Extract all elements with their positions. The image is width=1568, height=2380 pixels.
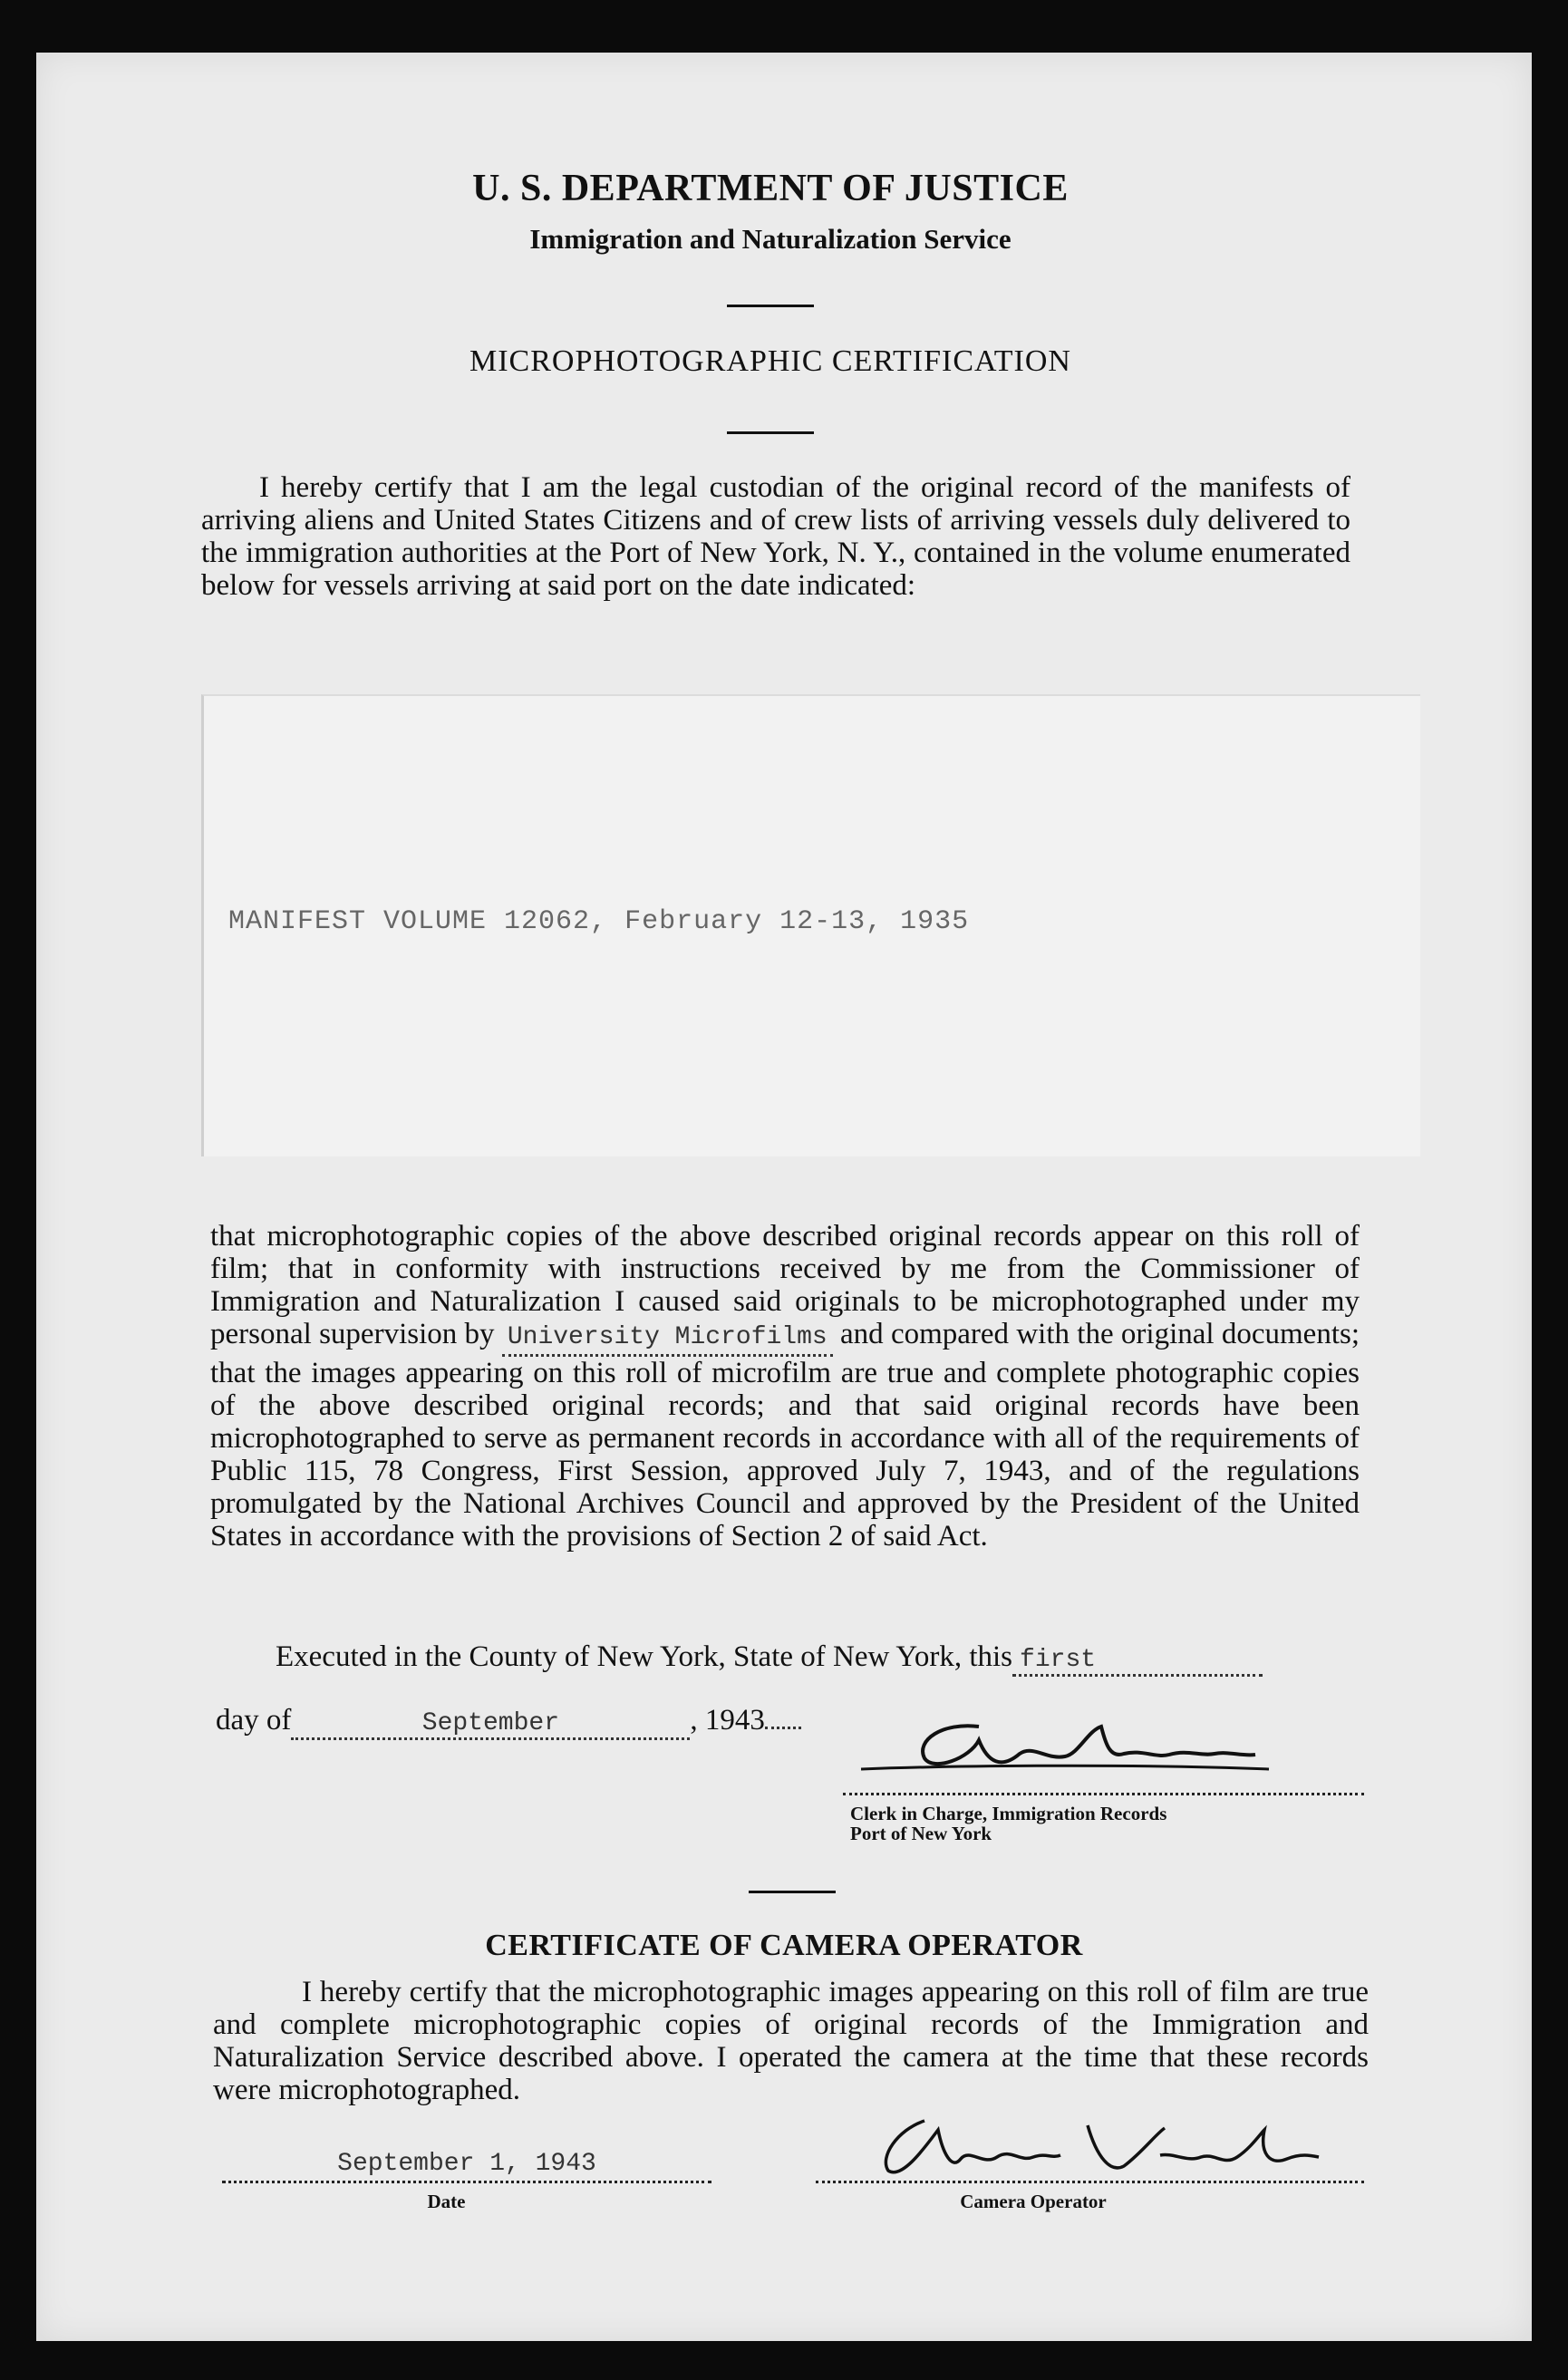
clerk-signature	[843, 1704, 1350, 1785]
date-label: Date	[427, 2191, 466, 2212]
operator-label: Camera Operator	[960, 2191, 1107, 2212]
operator-signature-line	[816, 2181, 1364, 2183]
copies-paragraph-part2: and compared with the original documents; that the images appearing on this roll of microfilm are true and complete photographic copies of the above described original records; and that said original records have been microphotographed to serve as permanent records in accordance with all of the requirements of Public 115, 78 Congress, First Session, approved July 7, 1943, and of the regulations promulgated by the National Archives Council and approved by the President of the United States in accordance with the provisions of Section 2 of said Act.	[210, 1318, 1360, 1553]
copies-paragraph-part1: that microphotographic copies of the above described original records appear on this roll of film; that in conformity with instructions received by me from the Commissioner of Immigration and Naturalization I caused said originals to be microphotographed under my personal supervision by	[210, 1220, 1360, 1350]
day-of-label: day of	[216, 1704, 292, 1737]
execution-line	[276, 1640, 1363, 1677]
date-line	[216, 1704, 801, 1740]
certificate-date-value: September 1, 1943	[337, 2150, 596, 2178]
divider	[727, 305, 814, 307]
copies-paragraph	[210, 1220, 1360, 1553]
certification-title: MICROPHOTOGRAPHIC CERTIFICATION	[469, 344, 1071, 378]
operator-signature	[852, 2103, 1323, 2184]
date-signature-line	[222, 2181, 711, 2183]
divider	[727, 431, 814, 434]
date-field	[222, 2150, 711, 2178]
camera-certificate-text: I hereby certify that the microphotographic images appearing on this roll of film are true and complete microphotographic copies of original records of the Immigration and Naturalization Service described above. I operated the camera at the time that these records were microphotographed.	[213, 1976, 1369, 2106]
service-heading: Immigration and Naturalization Service	[529, 223, 1011, 255]
year-value: , 1943	[690, 1704, 765, 1737]
manifest-volume: MANIFEST VOLUME 12062, February 12-13, 1935	[228, 906, 970, 937]
clerk-signature-line	[843, 1793, 1364, 1795]
month-value: September	[421, 1709, 559, 1737]
execution-text: Executed in the County of New York, State of New York, this	[276, 1640, 1013, 1673]
department-heading: U. S. DEPARTMENT OF JUSTICE	[472, 168, 1069, 209]
camera-certificate-title: CERTIFICATE OF CAMERA OPERATOR	[485, 1929, 1083, 1962]
custodian-paragraph: I hereby certify that I am the legal custodian of the original record of the manifests of arriving aliens and United States Citizens and of crew lists of arriving vessels duly delivered to the immigration authorities at the Port of New York, N. Y., contained in the volume enumerated below for vessels arriving at said port on the date indicated:	[201, 471, 1350, 602]
divider	[749, 1891, 836, 1893]
supervisor-value: University Microfilms	[507, 1323, 828, 1351]
clerk-title-2: Port of New York	[850, 1823, 992, 1844]
clerk-title-1: Clerk in Charge, Immigration Records	[850, 1803, 1167, 1824]
day-value: first	[1020, 1646, 1097, 1674]
